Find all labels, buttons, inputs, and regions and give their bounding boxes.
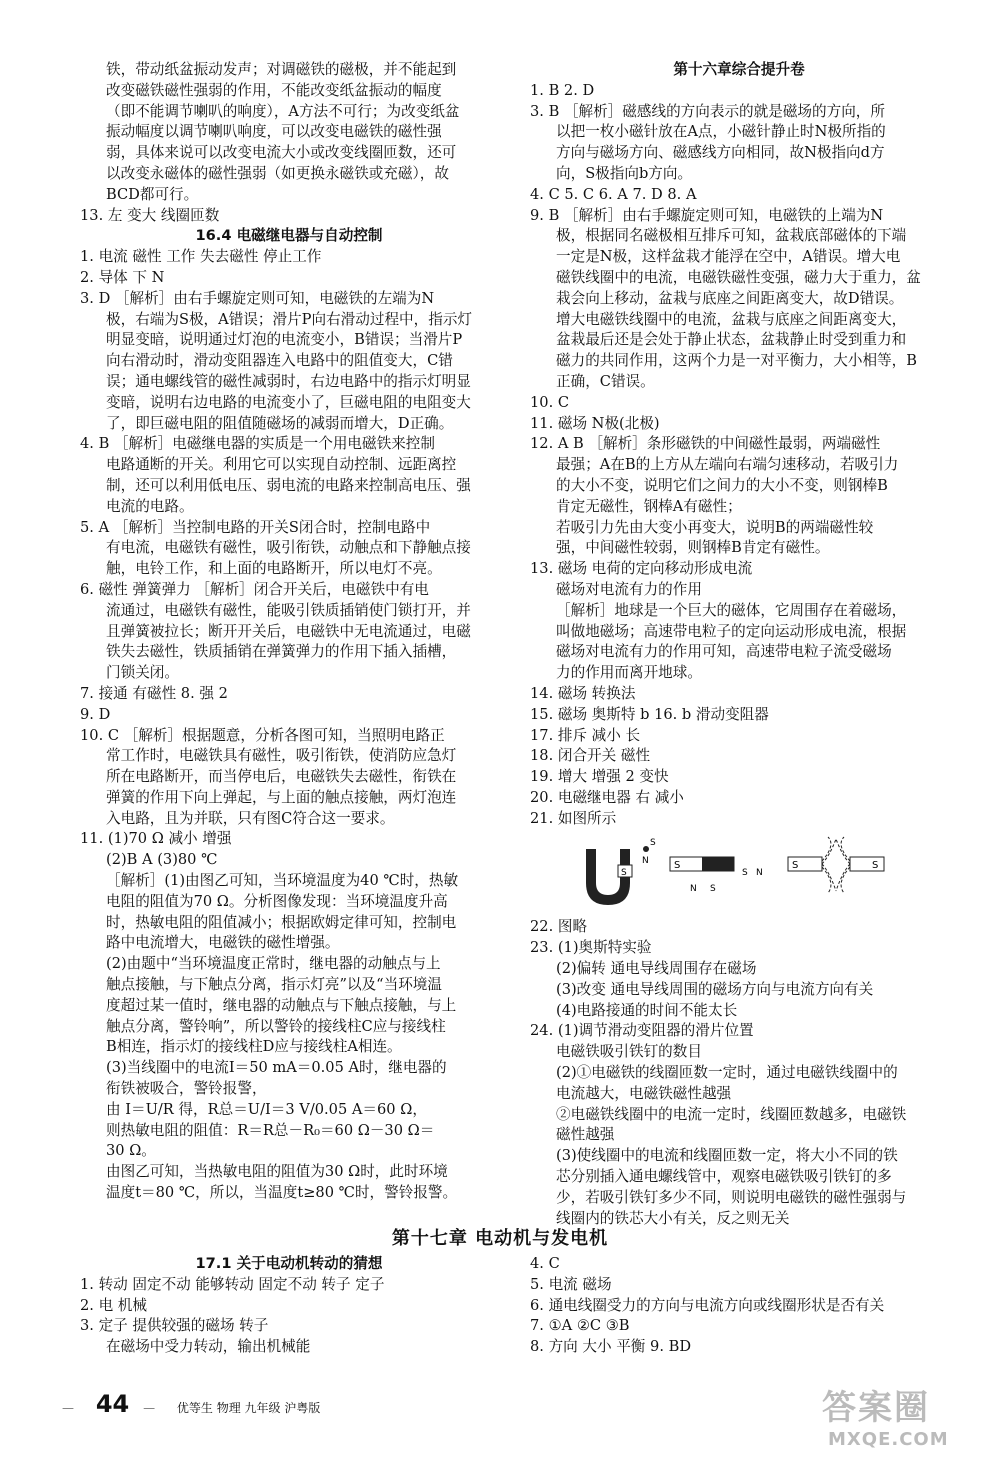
text-line: 6. 通电线圈受力的方向与电流方向或线圈形状是否有关	[530, 1296, 885, 1314]
text-line: 1. 转动 固定不动 能够转动 固定不动 转子 定子	[80, 1275, 385, 1293]
text-line: 电磁铁吸引铁钉的数目	[556, 1043, 702, 1061]
text-line: 12. A B ［解析］条形磁铁的中间磁性最弱，两端磁性	[530, 435, 881, 453]
text-line: 则热敏电阻的阻值：R＝R总－R₀＝60 Ω－30 Ω＝	[106, 1121, 435, 1139]
text-line: 向右滑动时，滑动变阻器连入电路中的阻值变大，C错	[106, 352, 453, 370]
text-line: 电流的电路。	[106, 497, 194, 515]
text-line: (4)电路接通的时间不能太长	[556, 1001, 738, 1019]
text-line: 9. B ［解析］由右手螺旋定则可知，电磁铁的上端为N	[530, 206, 884, 224]
text-line: 3. B ［解析］磁感线的方向表示的就是磁场的方向，所	[530, 102, 885, 120]
text-line: BCD都可行。	[106, 185, 199, 203]
page-number: 44	[95, 1390, 130, 1418]
watermark-url: MXQE.COM	[828, 1429, 949, 1450]
text-line: (2)由题中“当环境温度正常时，继电器的动触点与上	[106, 955, 441, 973]
text-line: 所在电路断开，而当停电后，电磁铁失去磁性，衔铁在	[106, 768, 457, 786]
text-line: 磁铁线圈中的电流，电磁铁磁性变强，磁力大于重力，盆	[556, 268, 921, 286]
text-line: 11. 磁场 N极(北极)	[530, 414, 660, 432]
text-line: 在磁场中受力转动，输出机械能	[106, 1338, 311, 1356]
section-title: 16.4 电磁继电器与自动控制	[195, 227, 383, 245]
text-line: 7. 接通 有磁性 8. 强 2	[80, 684, 228, 702]
text-line: 1. 电流 磁性 工作 失去磁性 停止工作	[80, 248, 322, 266]
chapter-heading: 第十七章 电动机与发电机	[391, 1228, 609, 1249]
text-line: 磁性越强	[556, 1126, 615, 1144]
text-line: 最强；A在B的上方从左端向右端匀速移动，若吸引力	[556, 456, 899, 474]
compass-needle-icon	[643, 846, 649, 852]
text-line: 制，还可以利用低电压、弱电流的电路来控制高电压、强	[106, 476, 471, 494]
text-line: 6. 磁性 弹簧弹力 ［解析］闭合开关后，电磁铁中有电	[80, 580, 429, 598]
left-bar-s-label: S	[792, 860, 799, 872]
text-line: 7. ①A ②C ③B	[530, 1317, 630, 1335]
text-line: 14. 磁场 转换法	[530, 684, 636, 702]
text-line: 4. B ［解析］电磁继电器的实质是一个用电磁铁来控制	[80, 435, 435, 453]
text-line: 线圈内的铁芯大小有关，反之则无关	[556, 1209, 790, 1227]
text-line: 3. D ［解析］由右手螺旋定则可知，电磁铁的左端为N	[80, 289, 435, 307]
text-line: 流通过，电磁铁有磁性，能吸引铁质插销使门锁打开，并	[106, 601, 471, 619]
text-line: 正确，C错误。	[556, 372, 655, 390]
text-line: 极，根据同名磁极相互排斥可知，盆栽底部磁体的下端	[556, 227, 907, 245]
text-line: 入电路，且为并联，只有图C符合这一要求。	[106, 809, 395, 827]
text-line: 门锁关闭。	[106, 664, 179, 682]
text-line: 芯分别插入通电螺线管中，观察电磁铁吸引铁钉的多	[556, 1168, 892, 1186]
text-line: (2)B A (3)80 ℃	[106, 851, 218, 869]
text-line: (3)当线圈中的电流I＝50 mA＝0.05 A时，继电器的	[106, 1059, 447, 1077]
text-line: 21. 如图所示	[530, 809, 617, 827]
text-line: 19. 增大 增强 2 变快	[530, 768, 669, 786]
bottom-right-column	[530, 1254, 948, 1358]
field-lines-icon	[822, 837, 850, 893]
text-line: 24. (1)调节滑动变阻器的滑片位置	[530, 1022, 754, 1040]
text-line: 温度t＝80 ℃，所以，当温度t≥80 ℃时，警铃报警。	[106, 1184, 458, 1202]
text-line: 30 Ω。	[106, 1142, 156, 1160]
text-line: 少，若吸引铁钉多少不同，则说明电磁铁的磁性强弱与	[556, 1188, 907, 1206]
needle2-n-label: N	[690, 884, 697, 895]
watermark	[822, 1380, 949, 1450]
magnet-figure	[530, 835, 948, 913]
text-line: 强，中间磁性较弱，则钢棒B肯定有磁性。	[556, 539, 830, 557]
text-line: 明显变暗，说明通过灯泡的电流变小，B错误；当滑片P	[106, 331, 463, 349]
text-line: 振动幅度以调节喇叭响度，可以改变电磁铁的磁性强	[106, 123, 442, 141]
section-title: 17.1 关于电动机转动的猜想	[195, 1255, 383, 1272]
text-line: 电路通断的开关。利用它可以实现自动控制、远距离控	[106, 456, 457, 474]
text-line: 且弹簧被拉长；断开开关后，电磁铁中无电流通过，电磁	[106, 622, 471, 640]
text-line: ［解析］(1)由图乙可知，当环境温度为40 ℃时，热敏	[106, 872, 459, 890]
right-bar-magnet-icon	[850, 857, 884, 871]
text-line: 弱，具体来说可以改变电流大小或改变线圈匝数，还可	[106, 144, 457, 162]
text-line: 1. B 2. D	[530, 81, 595, 99]
text-line: 18. 闭合开关 磁性	[530, 747, 651, 765]
needle2-s-label: S	[710, 884, 716, 895]
text-line: 22. 图略	[530, 918, 588, 936]
text-line: 触点接触，与下触点分离，指示灯亮”以及“当环境温	[106, 976, 442, 994]
text-line: 常工作时，电磁铁具有磁性，吸引衔铁，使消防应急灯	[106, 747, 457, 765]
text-line: 20. 电磁继电器 右 减小	[530, 788, 684, 806]
text-line: (3)使线圈中的电流和线圈匝数一定，将大小不同的铁	[556, 1147, 898, 1165]
text-line: 变暗，说明右边电路的电流变小了，巨磁电阻的电阻变大	[106, 393, 471, 411]
text-line: 肯定无磁性，钢棒A有磁性；	[556, 497, 742, 515]
text-line: 8. 方向 大小 平衡 9. BD	[530, 1338, 692, 1356]
watermark-logo: 答案圈	[822, 1388, 930, 1428]
text-line: 2. 导体 下 N	[80, 268, 165, 286]
needle1-s-label: S	[650, 838, 656, 849]
text-line: (3)改变 通电导线周围的磁场方向与电流方向有关	[556, 980, 874, 998]
bar-s-label: S	[674, 860, 681, 872]
right-column-top	[530, 60, 948, 829]
text-line: 10. C	[530, 393, 570, 411]
text-line: 3. 定子 提供较强的磁场 转子	[80, 1317, 269, 1335]
text-line: 10. C ［解析］根据题意，分析各图可知，当照明电路正	[80, 726, 445, 744]
text-line: (2)偏转 通电导线周围存在磁场	[556, 960, 757, 978]
text-line: 铁，带动纸盆振动发声；对调磁铁的磁极，并不能起到	[106, 61, 457, 78]
text-line: 衔铁被吸合，警铃报警，	[106, 1080, 267, 1098]
text-line: （即不能调节喇叭的响度），A方法不可行；为改变纸盆	[106, 102, 460, 120]
text-line: 一定是N极，这样盆栽才能浮在空中，A错误。增大电	[556, 248, 901, 266]
u-magnet-s-label: S	[621, 868, 627, 879]
text-line: 的大小不变，说明它们之间力的大小不变，则钢棒B	[556, 476, 888, 494]
text-line: 极，右端为S极，A错误；滑片P向右滑动过程中，指示灯	[106, 310, 473, 328]
text-line: 增大电磁铁线圈中的电流，盆栽与底座之间距离变大，	[556, 310, 907, 328]
text-line: 17. 排斥 减小 长	[530, 726, 641, 744]
text-line: 盆栽最后还是会处于静止状态，盆栽静止时受到重力和	[556, 331, 907, 349]
book-info: 优等生 物理 九年级 沪粤版	[176, 1401, 321, 1415]
text-line: 由 I＝U/R 得，R总＝U/I＝3 V/0.05 A＝60 Ω，	[106, 1100, 427, 1118]
text-line: 电流越大，电磁铁磁性越强	[556, 1084, 732, 1102]
text-line: 触，电铃工作，和上面的电路断开，所以电灯不亮。	[106, 560, 442, 578]
text-line: 5. A ［解析］当控制电路的开关S闭合时，控制电路中	[80, 518, 431, 536]
text-line: 电阻的阻值为70 Ω。分析图像发现：当环境温度升高	[106, 892, 448, 910]
text-line: 11. (1)70 Ω 减小 增强	[80, 830, 232, 848]
text-line: 误；通电螺线管的磁性减弱时，右边电路中的指示灯明显	[106, 372, 471, 390]
text-line: B相连，指示灯的接线柱D应与接线柱A相连。	[106, 1038, 402, 1056]
text-line: 13. 磁场 电荷的定向移动形成电流	[530, 560, 753, 578]
left-column	[80, 60, 498, 1204]
right-column-bottom	[530, 917, 948, 1229]
needle1-n-label: N	[642, 856, 649, 867]
text-line: 磁场对电流有力的作用	[556, 580, 702, 598]
text-line: 23. (1)奥斯特实验	[530, 939, 652, 957]
right-bar-s-label: S	[872, 860, 879, 872]
text-line: 由图乙可知，当热敏电阻的阻值为30 Ω时，此时环境	[106, 1163, 448, 1181]
text-line: 改变磁铁磁性强弱的作用，不能改变纸盆振动的幅度	[106, 81, 442, 99]
text-line: 15. 磁场 奥斯特 b 16. b 滑动变阻器	[530, 705, 769, 723]
text-line: ［解析］地球是一个巨大的磁体，它周围存在着磁场，	[556, 601, 907, 619]
text-line: 以把一枚小磁针放在A点，小磁针静止时N极所指的	[556, 123, 886, 141]
needle3-n-label: N	[756, 868, 763, 879]
bottom-left-column	[80, 1254, 498, 1358]
page-footer: — 44 — 优等生 物理 九年级 沪粤版	[62, 1390, 321, 1418]
text-line: 力的作用而离开地球。	[556, 664, 702, 682]
text-line: 触点分离，警铃响”，所以警铃的接线柱C应与接线柱	[106, 1017, 446, 1035]
text-line: 栽会向上移动，盆栽与底座之间距离变大，故D错误。	[556, 289, 904, 307]
needle3-s-label: S	[742, 868, 748, 879]
text-line: 4. C	[530, 1255, 560, 1272]
text-line: 磁场对电流有力的作用可知，高速带电粒子流受磁场	[556, 643, 892, 661]
text-line: 弹簧的作用下向上弹起，与上面的触点接触，两灯泡连	[106, 788, 457, 806]
text-line: 若吸引力先由大变小再变大，说明B的两端磁性较	[556, 518, 874, 536]
text-line: 度超过某一值时，继电器的动触点与下触点接触，与上	[106, 996, 457, 1014]
text-line: 4. C 5. C 6. A 7. D 8. A	[530, 185, 697, 203]
text-line: 9. D	[80, 705, 111, 723]
text-line: 铁失去磁性，铁质插销在弹簧弹力的作用下插入插槽，	[106, 643, 457, 661]
text-line: 13. 左 变大 线圈匝数	[80, 206, 220, 224]
section-title: 第十六章综合提升卷	[673, 61, 805, 78]
text-line: 2. 电 机械	[80, 1296, 147, 1314]
text-line: 时，热敏电阻的阻值减小；根据欧姆定律可知，控制电	[106, 913, 457, 931]
magnetic-field-diagram	[530, 835, 948, 913]
text-line: 了，即巨磁电阻的阻值随磁场的减弱而增大，D正确。	[106, 414, 454, 432]
text-line: 向，S极指向b方向。	[556, 164, 693, 182]
right-column	[530, 60, 948, 1229]
text-line: 磁力的共同作用，这两个力是一对平衡力，大小相等，B	[556, 352, 917, 370]
text-line: 方向与磁场方向、磁感线方向相同，故N极指向d方	[556, 144, 885, 162]
text-line: 以改变永磁体的磁性强弱（如更换永磁铁或充磁），故	[106, 164, 449, 182]
text-line: (2)①电磁铁的线圈匝数一定时，通过电磁铁线圈中的	[556, 1064, 898, 1082]
text-line: 路中电流增大，电磁铁的磁性增强。	[106, 934, 340, 952]
text-line: 叫做地磁场；高速带电粒子的定向运动形成电流，根据	[556, 622, 907, 640]
text-line: 有电流，电磁铁有磁性，吸引衔铁，动触点和下静触点接	[106, 539, 471, 557]
text-line: 5. 电流 磁场	[530, 1275, 612, 1293]
text-line: ②电磁铁线圈中的电流一定时，线圈匝数越多，电磁铁	[556, 1105, 907, 1123]
